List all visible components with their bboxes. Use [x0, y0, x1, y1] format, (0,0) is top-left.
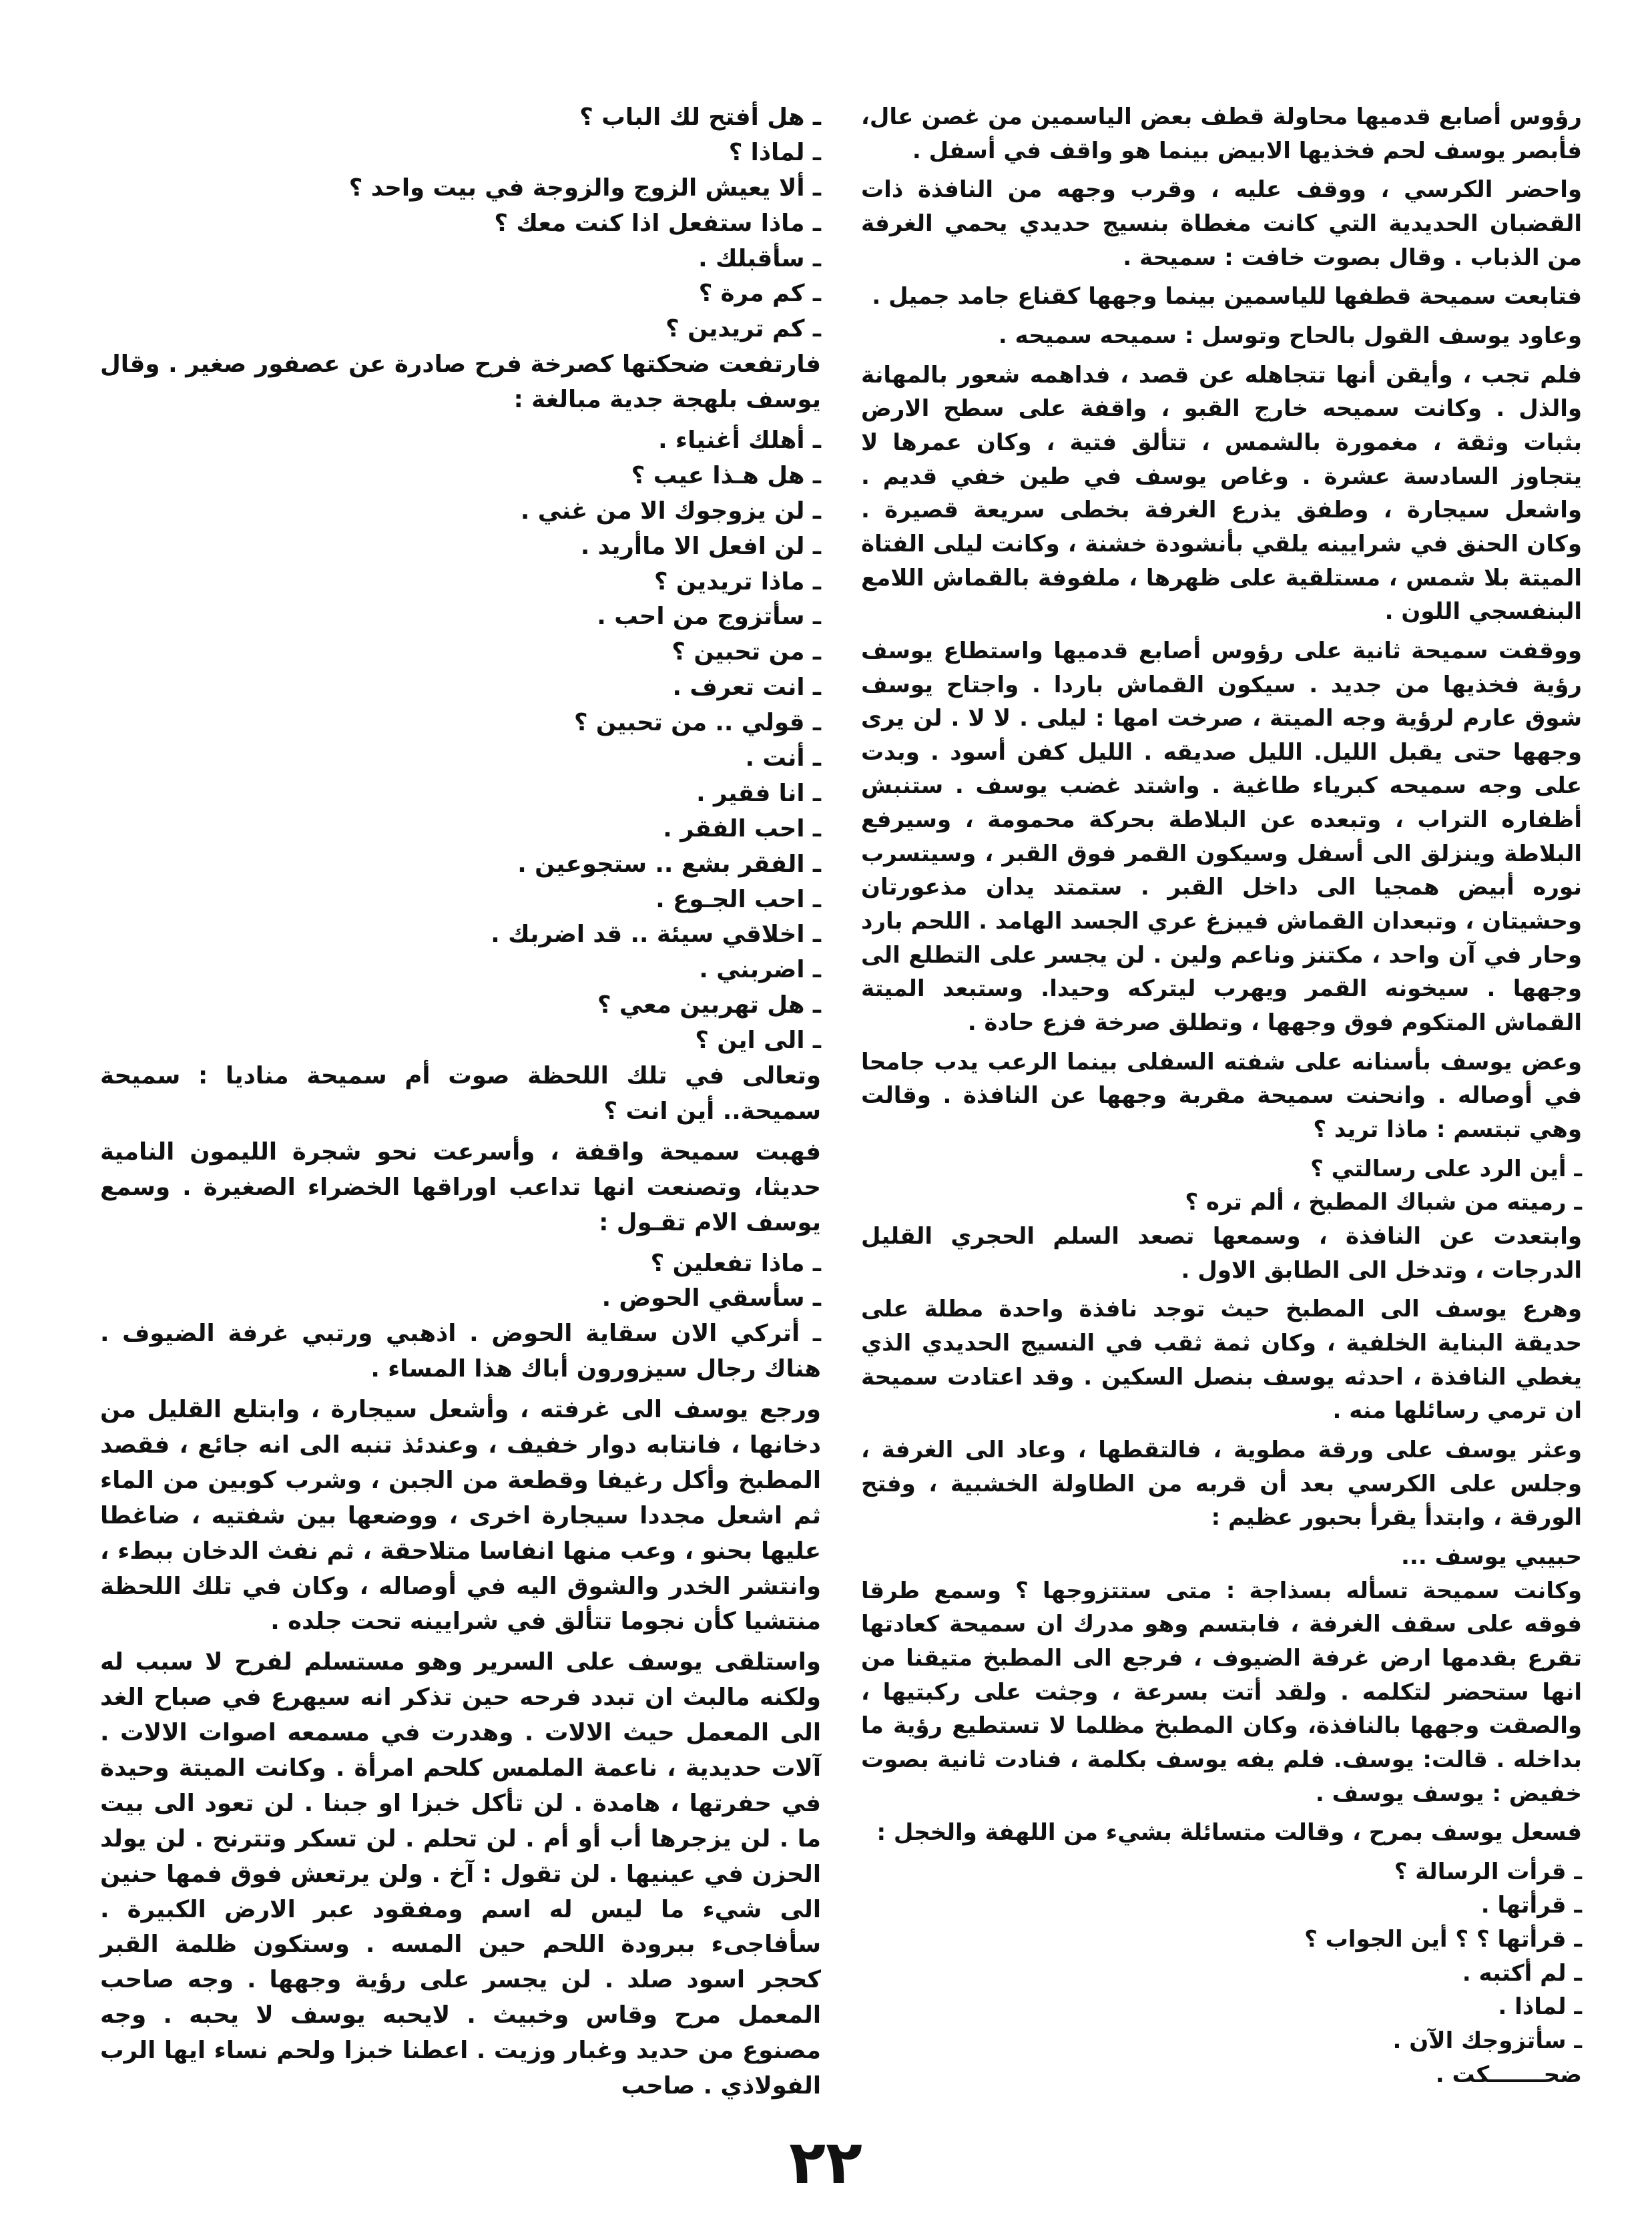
dialogue-line: حبيبي يوسف ... — [1401, 1543, 1582, 1570]
dialogue-line: ـ قرأتها . — [1480, 1892, 1582, 1919]
dialogue-line: ـ انت تعرف . — [672, 674, 821, 702]
paragraph: فتابعت سميحة قطفها للياسمين بينما وجهها كقناع جامد جميل . — [872, 283, 1582, 310]
paragraph: وهرع يوسف الى المطبخ حيث توجد نافذة واحدة مطلة على حديقة البناية الخلفية ، وكان ثمة ثقب في النسيج الحديدي الذي يغطي النافذة ، احدثه يوسف بنصل السكين . وقد اعتادت سميحة ان ترمي رسائلها منه . — [861, 1296, 1582, 1425]
dialogue-line: ـ سأسقي الحوض . — [601, 1284, 821, 1312]
dialogue-line: ضحـــــــكت . — [1435, 2061, 1582, 2088]
dialogue-line: ـ رميته من شباك المطبخ ، ألم تره ؟ — [1185, 1189, 1582, 1216]
page-number: ٢٢ — [789, 2128, 862, 2198]
dialogue-line: ـ لم أكتبه . — [1462, 1959, 1582, 1987]
dialogue-line: ـ قولي .. من تحبين ؟ — [573, 709, 821, 737]
dialogue-line: ـ الى اين ؟ — [695, 1027, 821, 1055]
paragraph: وابتعدت عن النافذة ، وسمعها تصعد السلم الحجري القليل الدرجات ، وتدخل الى الطابق الاول . — [861, 1223, 1582, 1284]
dialogue-line: ـ اضربني . — [699, 956, 821, 984]
paragraph: فارتفعت ضحكتها كصرخة فرح صادرة عن عصفور صغير . وقال يوسف بلهجة جدية مبالغة : — [100, 350, 821, 414]
left-text-column — [100, 100, 821, 2110]
dialogue-line: ـ لن افعل الا ماأريد . — [580, 532, 821, 560]
paragraph: ورجع يوسف الى غرفته ، وأشعل سيجارة ، وابتلع القليل من دخانها ، فانتابه دوار خفيف ، وعندئذ تنبه الى انه جائع ، فقصد المطبخ وأكل رغيفا وقطعة من الجبن ، وشرب كوبين من الماء ثم اشعل مجددا سيجارة اخرى ، ووضعها بين شفتيه ، ضاغطا عليها بحنو ، وعب منها انفاسا متلاحقة ، ثم نفث الدخان ببطء ، وانتشر الخدر والشوق اليه في أوصاله ، وكان في تلك اللحظة منتشيا كأن نجوما تتألق في شرايينه تحت جلده . — [100, 1396, 821, 1636]
dialogue-line: ـ ألا يعيش الزوج والزوجة في بيت واحد ؟ — [348, 174, 821, 202]
right-text-column — [861, 100, 1582, 2091]
dialogue-line: ـ اخلاقي سيئة .. قد اضربك . — [491, 921, 821, 949]
dialogue-line: ـ ماذا تريدين ؟ — [653, 567, 821, 595]
paragraph: وعثر يوسف على ورقة مطوية ، فالتقطها ، وعاد الى الغرفة ، وجلس على الكرسي بعد أن قربه من الطاولة الخشبية ، وفتح الورقة ، وابتدأ يقرأ بحبور عظيم : — [861, 1436, 1582, 1531]
paragraph: ـ أتركي الان سقاية الحوض . اذهبي ورتبي غرفة الضيوف . هناك رجال سيزورون أباك هذا المساء . — [100, 1320, 821, 1383]
paragraph: وكانت سميحة تسأله بسذاجة : متى ستتزوجها ؟ وسمع طرقا فوقه على سقف الغرفة ، فابتسم وهو مدرك ان سميحة كعادتها تقرع بقدمها ارض غرفة الضيوف ، فرجع الى المطبخ متيقنا من انها ستحضر لتكلمه . ولقد أتت بسرعة ، وجثت على ركبتيها ، والصقت وجهها بالنافذة، وكان المطبخ مظلما لا تستطيع رؤية ما بداخله . قالت: يوسف. فلم يفه يوسف بكلمة ، فنادت ثانية بصوت خفيض : يوسف يوسف . — [861, 1577, 1582, 1807]
paragraph: فهبت سميحة واقفة ، وأسرعت نحو شجرة الليمون النامية حديثا، وتصنعت انها تداعب اوراقها الخضراء الصغيرة . وسمع يوسف الام تقـول : — [100, 1138, 821, 1236]
dialogue-line: ـ لن يزوجوك الا من غني . — [520, 497, 821, 525]
paragraph: وعاود يوسف القول بالحاح وتوسل : سميحه سميحه . — [998, 322, 1582, 349]
dialogue-line: ـ انا فقير . — [696, 779, 821, 807]
dialogue-line: ـ أين الرد على رسالتي ؟ — [1310, 1155, 1582, 1182]
paragraph: واحضر الكرسي ، ووقف عليه ، وقرب وجهه من النافذة ذات القضبان الحديدية التي كانت مغطاة بنسيج حديدي يحمي الغرفة من الذباب . وقال بصوت خافت : سميحة . — [861, 176, 1582, 271]
dialogue-line: ـ سأتزوج من احب . — [597, 603, 821, 631]
dialogue-line: ـ أنت . — [745, 744, 821, 772]
dialogue-line: ـ ماذا تفعلين ؟ — [650, 1249, 821, 1277]
dialogue-line: ـ قرأتها ؟ ؟ أين الجواب ؟ — [1304, 1926, 1582, 1953]
paragraph: وعض يوسف بأسنانه على شفته السفلى بينما الرعب يدب جامحا في أوصاله . وانحنت سميحة مقربة وجهها عن النافذة . وقالت وهي تبتسم : ماذا تريد ؟ — [861, 1048, 1582, 1144]
dialogue-line: ـ من تحبين ؟ — [671, 638, 821, 666]
dialogue-line: ـ سأتزوجك الآن . — [1392, 2027, 1582, 2055]
paragraph: رؤوس أصابع قدميها محاولة قطف بعض الياسمين من غصن عال، فأبصر يوسف لحم فخذيها الابيض بينما هو واقف في أسفل . — [861, 103, 1582, 164]
dialogue-line: ـ هل هـذا عيب ؟ — [631, 461, 821, 489]
dialogue-line: ـ كم تريدين ؟ — [665, 315, 821, 343]
paragraph: فسعل يوسف بمرح ، وقالت متسائلة بشيء من اللهفة والخجل : — [876, 1819, 1582, 1846]
dialogue-line: ـ كم مرة ؟ — [698, 280, 821, 308]
dialogue-line: ـ لماذا . — [1498, 1993, 1582, 2021]
paragraph: واستلقى يوسف على السرير وهو مستسلم لفرح لا سبب له ولكنه مالبث ان تبدد فرحه حين تذكر انه سيهرع في صباح الغد الى المعمل حيث الالات . وهدرت في مسمعه اصوات الالات . آلات حديدية ، ناعمة الملمس كلحم امرأة . وكانت الميتة وحيدة في حفرتها ، هامدة . لن تأكل خبزا او جبنا . لن تعود الى بيت ما . لن يزجرها أب أو أم . لن تحلم . لن تسكر وتترنح . لن يولد الحزن في عينيها . لن تقول : آخ . ولن يرتعش فوق فمها حنين الى شيء ما ليس له اسم ومفقود عبر الارض الكبيرة . سأفاجىء ببرودة اللحم حين المسه . وستكون ظلمة القبر كحجر اسود صلد . لن يجسر على رؤية وجهها . وجه صاحب المعمل مرح وقاس وخبيث . لايحبه يوسف لا يحبه . وجه مصنوع من حديد وغبار وزيت . اعطنا خبزا ولحم نساء ايها الرب الفولاذي . صاحب — [100, 1648, 821, 2100]
paragraph: وتعالى في تلك اللحظة صوت أم سميحة مناديا : سميحة سميحة.. أين انت ؟ — [100, 1062, 821, 1125]
dialogue-line: ـ قرأت الرسالة ؟ — [1394, 1858, 1582, 1885]
dialogue-line: ـ سأقبلك . — [698, 244, 821, 272]
dialogue-line: ـ لماذا ؟ — [728, 138, 821, 166]
dialogue-line: ـ ماذا ستفعل اذا كنت معك ؟ — [494, 209, 821, 237]
dialogue-line: ـ هل أفتح لك الباب ؟ — [579, 103, 821, 131]
dialogue-line: ـ احب الفقر . — [663, 814, 821, 842]
dialogue-line: ـ هل تهربين معي ؟ — [597, 991, 821, 1019]
paragraph: ووقفت سميحة ثانية على رؤوس أصابع قدميها واستطاع يوسف رؤية فخذيها من جديد . سيكون القماش باردا . واجتاح يوسف شوق عارم لرؤية وجه الميتة ، صرخت امها : ليلى . لا لا . لن يرى وجهها حتى يقبل الليل. الليل صديقه . الليل كفن أسود . وبدت على وجه سميحه كبرياء طاغية . واشتد غضب يوسف . ستنبش أظفاره التراب ، وتبعده عن البلاطة بحركة محمومة ، وسيرفع البلاطة وينزلق الى أسفل وسيكون القمر فوق القبر ، وسيتسرب نوره أبيض همجيا الى داخل القبر . ستمتد يدان مذعورتان وحشيتان ، وتبعدان القماش فيبزغ عري الجسد الهامد . اللحم بارد وحار في آن واحد ، مكتنز وناعم ولين . لن يجسر على التطلع الى وجهها . سيخونه القمر ويهرب ليتركه وحيدا. وستبعد الميتة القماش المتكوم فوق وجهها ، وتطلق صرخة فزع حادة . — [861, 637, 1582, 1037]
dialogue-line: ـ الفقر بشع .. ستجوعين . — [517, 850, 821, 878]
paragraph: فلم تجب ، وأيقن أنها تتجاهله عن قصد ، فداهمه شعور بالمهانة والذل . وكانت سميحه خارج القبو ، واقفة على سطح الارض بثبات وثقة ، مغمورة بالشمس ، تتألق فتية ، وكان عمرها لا يتجاوز السادسة عشرة . وغاص يوسف في طين خفي قديم . واشعل سيجارة ، وطفق يذرع الغرفة بخطى سريعة قصيرة . وكان الحنق في شرايينه يلقي بأنشودة خشنة ، وكانت ليلى الفتاة الميتة بلا شمس ، مستلقية على ظهرها ، ملفوفة بالقماش اللامع البنفسجي اللون . — [861, 361, 1582, 626]
dialogue-line: ـ أهلك أغنياء . — [658, 427, 821, 455]
dialogue-line: ـ احب الجـوع . — [655, 885, 821, 913]
